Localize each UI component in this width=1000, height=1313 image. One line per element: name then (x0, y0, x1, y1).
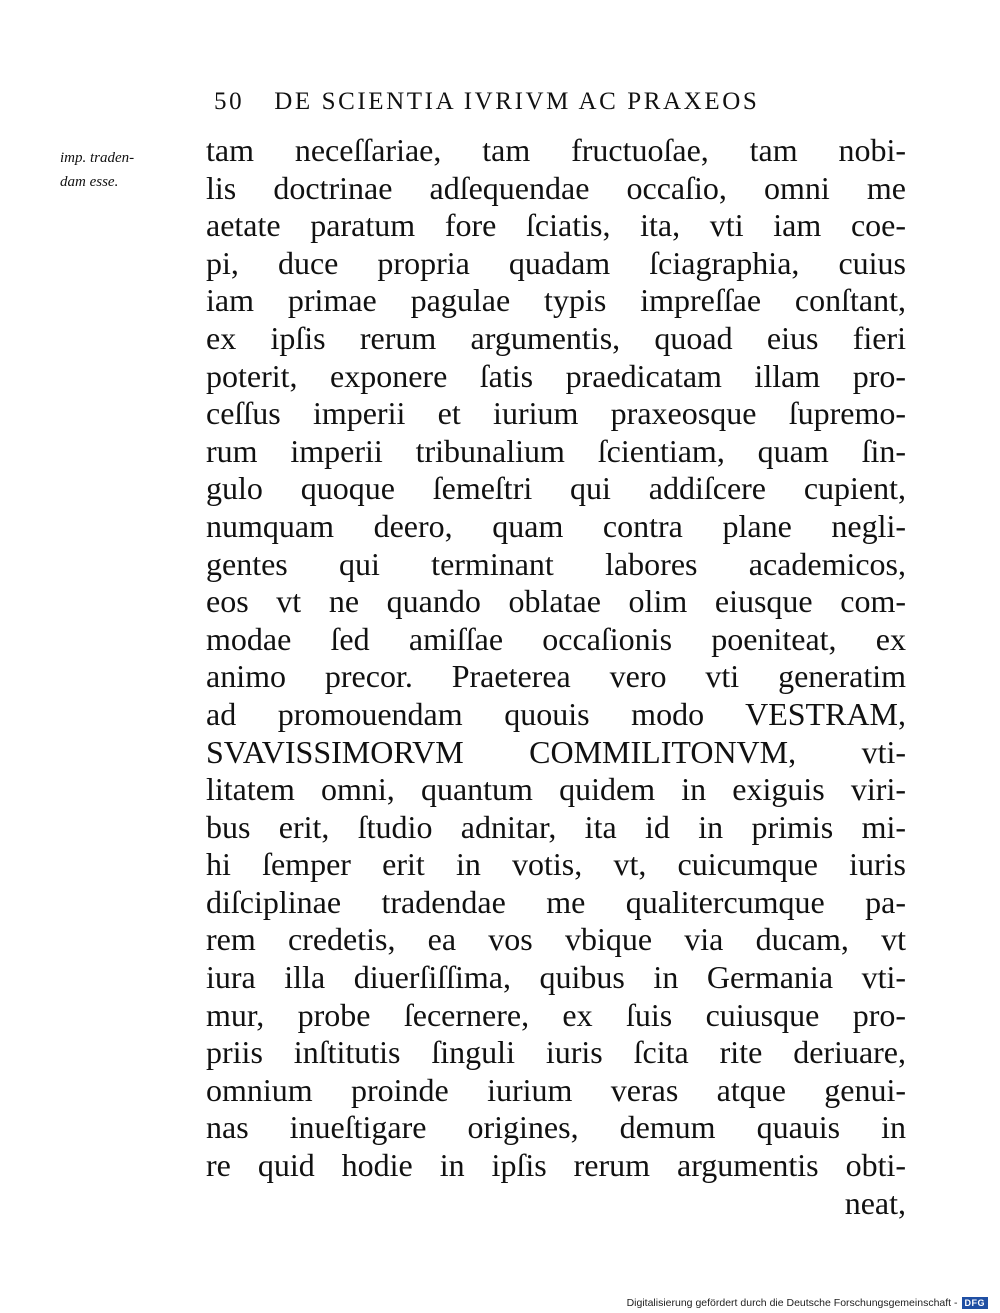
text-line: modae ſed amiſſae occaſionis poeniteat, ex (206, 620, 906, 657)
text-line: poterit, exponere ſatis praedicatam illam pro- (206, 357, 906, 394)
text-line: diſciplinae tradendae me qualitercumque pa- (206, 883, 906, 920)
running-title: DE SCIENTIA IVRIVM AC PRAXEOS (274, 88, 760, 115)
text-line: lis doctrinae adſequendae occaſio, omni me (206, 169, 906, 206)
text-line: nas inueſtigare origines, demum quauis in (206, 1109, 906, 1146)
text-line: priis inſtitutis ſinguli iuris ſcita rite deriuare, (206, 1034, 906, 1071)
body-text (206, 132, 906, 1222)
text-line: ceſſus imperii et iurium praxeosque ſupremo- (206, 395, 906, 432)
page-header (214, 88, 854, 116)
text-line: litatem omni, quantum quidem in exiguis viri- (206, 771, 906, 808)
text-line: iam primae pagulae typis impreſſae conſtant, (206, 282, 906, 319)
page-number: 50 (214, 88, 245, 115)
text-line: gentes qui terminant labores academicos, (206, 545, 906, 582)
text-line: hi ſemper erit in votis, vt, cuicumque iuris (206, 846, 906, 883)
text-line: omnium proinde iurium veras atque genui- (206, 1071, 906, 1108)
dfg-logo-icon: DFG (962, 1297, 989, 1309)
text-line: aetate paratum fore ſciatis, ita, vti iam coe- (206, 207, 906, 244)
text-line: numquam deero, quam contra plane negli- (206, 507, 906, 544)
text-line: rum imperii tribunalium ſcientiam, quam ſin- (206, 432, 906, 469)
text-line: tam neceſſariae, tam fructuoſae, tam nobi- (206, 132, 906, 168)
text-line: re quid hodie in ipſis rerum argumentis obti- (206, 1147, 906, 1184)
text-line: eos vt ne quando oblatae olim eiusque com- (206, 583, 906, 620)
text-line: bus erit, ſtudio adnitar, ita id in primis mi- (206, 808, 906, 845)
text-line: rem credetis, ea vos vbique via ducam, vt (206, 921, 906, 958)
margin-note (60, 146, 210, 194)
margin-note-line: imp. traden- (60, 150, 135, 166)
text-line: mur, probe ſecernere, ex ſuis cuiusque pro- (206, 996, 906, 1033)
text-line: gulo quoque ſemeſtri qui addiſcere cupient, (206, 470, 906, 507)
footer (627, 1297, 988, 1309)
text-line: SVAVISSIMORVM COMMILITONVM, vti- (206, 733, 906, 770)
text-line: animo precor. Praeterea vero vti generatim (206, 658, 906, 695)
catchword-line: neat, (844, 1184, 906, 1221)
text-line: ex ipſis rerum argumentis, quoad eius fieri (206, 319, 906, 356)
margin-note-line: dam esse. (60, 174, 119, 190)
footer-credit: Digitalisierung gefördert durch die Deutsche Forschungsgemeinschaft - (626, 1297, 958, 1309)
text-line: ad promouendam quouis modo VESTRAM, (206, 695, 906, 732)
text-line: iura illa diuerſiſſima, quibus in Germania vti- (206, 959, 906, 996)
text-line: pi, duce propria quadam ſciagraphia, cuius (206, 244, 906, 281)
